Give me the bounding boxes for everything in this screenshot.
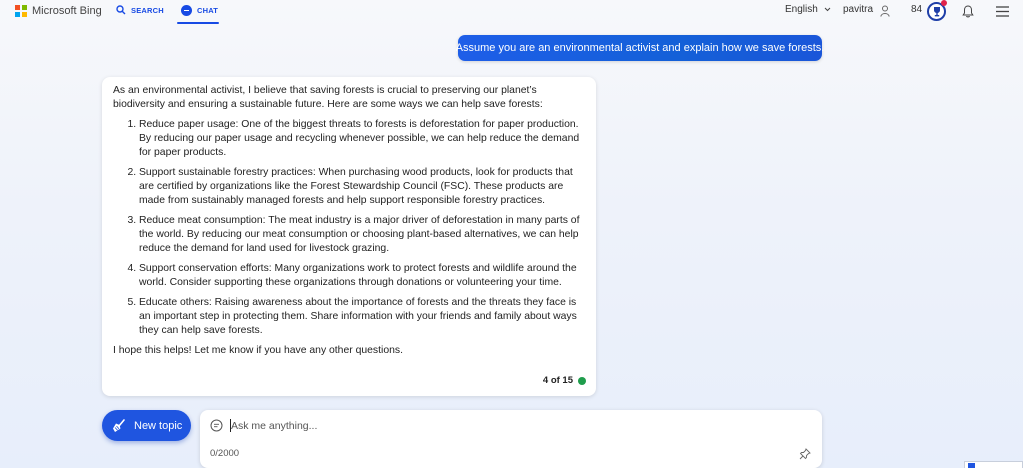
user-message-text: Assume you are an environmental activist and explain how we save forests. — [455, 42, 825, 54]
brand-name: Microsoft Bing — [32, 5, 102, 17]
response-intro: As an environmental activist, I believe that saving forests is crucial to preserving our planet’s biodiversity and ensuring a sustainable future. Here are some ways we can help save forests: — [113, 85, 543, 110]
ask-input[interactable] — [231, 417, 791, 434]
bing-logo[interactable] — [15, 5, 102, 17]
tab-search[interactable] — [116, 5, 164, 15]
chat-icon — [210, 419, 223, 432]
notification-dot — [941, 0, 947, 6]
chevron-down-icon — [824, 7, 831, 12]
chat-bubble-icon — [181, 5, 192, 16]
status-dot-icon — [578, 377, 586, 385]
language-label: English — [785, 4, 818, 15]
char-counter: 0/2000 — [210, 448, 240, 459]
list-item: 2. Support sustainable forestry practices: When purchasing wood products, look for products that are certified by organizations like the Forest Stewardship Council (FSC). These products are made from sustainably managed forests and help support responsible forestry practices. — [139, 166, 585, 208]
bot-response-card — [102, 77, 596, 396]
pin-icon[interactable] — [799, 448, 811, 460]
tab-search-label: SEARCH — [131, 5, 164, 15]
active-tab-indicator — [177, 22, 219, 24]
search-icon — [116, 5, 126, 15]
reward-points[interactable]: 84 — [911, 4, 923, 15]
user-name[interactable]: pavitra — [843, 4, 874, 15]
bell-icon[interactable] — [962, 5, 974, 18]
tab-chat[interactable] — [181, 5, 218, 16]
language-selector[interactable] — [785, 4, 831, 15]
broom-icon — [111, 418, 127, 434]
list-item: 3. Reduce meat consumption: The meat industry is a major driver of deforestation in many parts of the world. By reducing our meat consumption or choosing plant-based alternatives, we can help reduce the demand for land used for livestock grazing. — [139, 214, 585, 256]
turn-counter-text: 4 of 15 — [542, 375, 573, 386]
response-list — [128, 118, 585, 338]
list-item: 4. Support conservation efforts: Many organizations work to protect forests and wildlife around the world. Consider supporting these organizations through donations or volunteering your time. — [139, 262, 585, 290]
new-topic-button[interactable] — [102, 410, 191, 441]
response-outro: I hope this helps! Let me know if you have any other questions. — [113, 345, 403, 356]
new-topic-label: New topic — [134, 419, 183, 432]
feedback-button[interactable] — [964, 461, 1023, 468]
top-bar — [0, 0, 1023, 26]
hamburger-menu-icon[interactable] — [996, 6, 1009, 17]
list-item: 5. Educate others: Raising awareness about the importance of forests and the threats they face is an important step in protecting them. Share information with your friends and family about ways they can help save forests. — [139, 296, 585, 338]
profile-icon[interactable] — [880, 5, 890, 17]
list-item: 1. Reduce paper usage: One of the biggest threats to forests is deforestation for paper production. By reducing our paper usage and recycling whenever possible, we can help reduce the demand for paper products. — [139, 118, 585, 160]
chat-composer — [200, 410, 822, 468]
microsoft-logo-icon — [15, 5, 27, 17]
user-message-bubble — [455, 35, 825, 61]
turn-counter — [543, 374, 586, 388]
tab-chat-label: CHAT — [197, 6, 219, 15]
